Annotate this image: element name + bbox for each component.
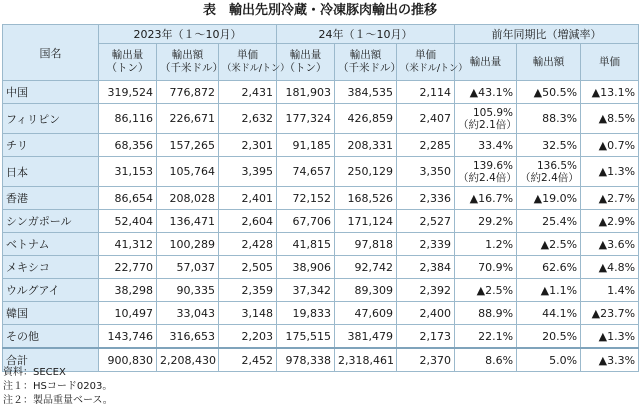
value-cell-a23: 105,764 bbox=[157, 157, 219, 187]
country-cell: メキシコ bbox=[3, 256, 99, 279]
value-cell-yp: ▲0.7% bbox=[581, 134, 639, 157]
value-cell-q24: 978,338 bbox=[277, 348, 335, 372]
value-cell-p23: 2,401 bbox=[219, 187, 277, 210]
table-row bbox=[3, 256, 639, 279]
value-cell-yq: 70.9% bbox=[455, 256, 517, 279]
value-cell-a23: 776,872 bbox=[157, 81, 219, 104]
value-cell-p24: 2,336 bbox=[397, 187, 455, 210]
header-yoy-price: 単価 bbox=[581, 44, 639, 81]
value-cell-p24: 2,339 bbox=[397, 233, 455, 256]
value-cell-p24: 2,173 bbox=[397, 325, 455, 349]
value-cell-p24: 2,370 bbox=[397, 348, 455, 372]
value-cell-yq: 8.6% bbox=[455, 348, 517, 372]
country-cell: 香港 bbox=[3, 187, 99, 210]
value-cell-ya: 136.5% （約2.4倍） bbox=[517, 157, 581, 187]
value-cell-yq: 22.1% bbox=[455, 325, 517, 349]
value-cell-a24: 97,818 bbox=[335, 233, 397, 256]
header-group-2023: 2023年（１～10月） bbox=[99, 25, 277, 44]
value-cell-a23: 57,037 bbox=[157, 256, 219, 279]
value-cell-a24: 381,479 bbox=[335, 325, 397, 349]
value-cell-p23: 2,452 bbox=[219, 348, 277, 372]
value-cell-yp: ▲4.8% bbox=[581, 256, 639, 279]
value-cell-yq: ▲43.1% bbox=[455, 81, 517, 104]
value-cell-ya: 44.1% bbox=[517, 302, 581, 325]
value-cell-yq: 33.4% bbox=[455, 134, 517, 157]
value-cell-yp: ▲13.1% bbox=[581, 81, 639, 104]
value-cell-q23: 68,356 bbox=[99, 134, 157, 157]
table-row bbox=[3, 279, 639, 302]
value-cell-yp: ▲2.7% bbox=[581, 187, 639, 210]
header-group-yoy: 前年同期比（増減率） bbox=[455, 25, 639, 44]
country-cell: シンガポール bbox=[3, 210, 99, 233]
value-cell-a24: 171,124 bbox=[335, 210, 397, 233]
country-cell: 合計 bbox=[3, 348, 99, 372]
table-row bbox=[3, 325, 639, 349]
value-cell-ya: 88.3% bbox=[517, 104, 581, 134]
value-cell-q23: 10,497 bbox=[99, 302, 157, 325]
table-row bbox=[3, 81, 639, 104]
country-cell: その他 bbox=[3, 325, 99, 349]
value-cell-ya: ▲1.1% bbox=[517, 279, 581, 302]
value-cell-a23: 316,653 bbox=[157, 325, 219, 349]
value-cell-a23: 226,671 bbox=[157, 104, 219, 134]
table-row bbox=[3, 233, 639, 256]
value-cell-q23: 22,770 bbox=[99, 256, 157, 279]
value-cell-p24: 2,285 bbox=[397, 134, 455, 157]
header-price-2023: 単価 （米ドル/トン） bbox=[219, 44, 277, 81]
country-cell: 中国 bbox=[3, 81, 99, 104]
country-cell: 韓国 bbox=[3, 302, 99, 325]
value-cell-ya: 25.4% bbox=[517, 210, 581, 233]
value-cell-p23: 2,428 bbox=[219, 233, 277, 256]
value-cell-q24: 175,515 bbox=[277, 325, 335, 349]
value-cell-a24: 47,609 bbox=[335, 302, 397, 325]
value-cell-p23: 2,203 bbox=[219, 325, 277, 349]
value-cell-ya: 5.0% bbox=[517, 348, 581, 372]
note-2: 注２：製品重量ベース。 bbox=[3, 395, 113, 406]
value-cell-q23: 38,298 bbox=[99, 279, 157, 302]
value-cell-q24: 38,906 bbox=[277, 256, 335, 279]
value-cell-q23: 900,830 bbox=[99, 348, 157, 372]
note-1: 注１：HSコード0203。 bbox=[3, 381, 113, 392]
value-cell-a24: 168,526 bbox=[335, 187, 397, 210]
value-cell-yq: 105.9% （約2.1倍） bbox=[455, 104, 517, 134]
value-cell-p24: 3,350 bbox=[397, 157, 455, 187]
value-cell-a24: 426,859 bbox=[335, 104, 397, 134]
value-cell-yq: 29.2% bbox=[455, 210, 517, 233]
value-cell-ya: 32.5% bbox=[517, 134, 581, 157]
value-cell-q24: 41,815 bbox=[277, 233, 335, 256]
value-cell-p24: 2,384 bbox=[397, 256, 455, 279]
value-cell-yp: ▲3.3% bbox=[581, 348, 639, 372]
value-cell-p23: 2,431 bbox=[219, 81, 277, 104]
value-cell-p23: 2,359 bbox=[219, 279, 277, 302]
value-cell-p23: 2,301 bbox=[219, 134, 277, 157]
value-cell-q24: 74,657 bbox=[277, 157, 335, 187]
header-qty-2023: 輸出量 （トン） bbox=[99, 44, 157, 81]
value-cell-q23: 86,654 bbox=[99, 187, 157, 210]
header-yoy-amt: 輸出額 bbox=[517, 44, 581, 81]
table-row bbox=[3, 157, 639, 187]
header-yoy-qty: 輸出量 bbox=[455, 44, 517, 81]
value-cell-p23: 3,148 bbox=[219, 302, 277, 325]
value-cell-a24: 384,535 bbox=[335, 81, 397, 104]
header-qty-24: 輸出量 （トン） bbox=[277, 44, 335, 81]
value-cell-p23: 2,604 bbox=[219, 210, 277, 233]
table-title: 表 輸出先別冷蔵・冷凍豚肉輸出の推移 bbox=[202, 3, 437, 18]
country-cell: チリ bbox=[3, 134, 99, 157]
table-row bbox=[3, 302, 639, 325]
value-cell-a24: 89,309 bbox=[335, 279, 397, 302]
pork-export-table bbox=[2, 24, 639, 372]
value-cell-q24: 72,152 bbox=[277, 187, 335, 210]
value-cell-a24: 250,129 bbox=[335, 157, 397, 187]
value-cell-q24: 91,185 bbox=[277, 134, 335, 157]
value-cell-a23: 2,208,430 bbox=[157, 348, 219, 372]
value-cell-q24: 181,903 bbox=[277, 81, 335, 104]
value-cell-ya: 20.5% bbox=[517, 325, 581, 349]
value-cell-q23: 31,153 bbox=[99, 157, 157, 187]
value-cell-yp: ▲1.3% bbox=[581, 325, 639, 349]
value-cell-a23: 100,289 bbox=[157, 233, 219, 256]
table-body bbox=[3, 81, 639, 372]
value-cell-yq: 139.6% （約2.4倍） bbox=[455, 157, 517, 187]
value-cell-ya: ▲2.5% bbox=[517, 233, 581, 256]
value-cell-a23: 208,028 bbox=[157, 187, 219, 210]
value-cell-p24: 2,392 bbox=[397, 279, 455, 302]
value-cell-ya: ▲19.0% bbox=[517, 187, 581, 210]
header-price-24: 単価 （米ドル/トン） bbox=[397, 44, 455, 81]
value-cell-yp: ▲2.9% bbox=[581, 210, 639, 233]
value-cell-yp: 1.4% bbox=[581, 279, 639, 302]
value-cell-q24: 19,833 bbox=[277, 302, 335, 325]
value-cell-q23: 86,116 bbox=[99, 104, 157, 134]
value-cell-yp: ▲1.3% bbox=[581, 157, 639, 187]
header-amt-24: 輸出額 （千米ドル） bbox=[335, 44, 397, 81]
value-cell-a23: 157,265 bbox=[157, 134, 219, 157]
value-cell-a24: 208,331 bbox=[335, 134, 397, 157]
country-cell: フィリピン bbox=[3, 104, 99, 134]
value-cell-yq: 1.2% bbox=[455, 233, 517, 256]
value-cell-q24: 177,324 bbox=[277, 104, 335, 134]
notes bbox=[3, 366, 113, 408]
value-cell-p24: 2,527 bbox=[397, 210, 455, 233]
value-cell-p24: 2,407 bbox=[397, 104, 455, 134]
value-cell-yp: ▲3.6% bbox=[581, 233, 639, 256]
value-cell-p24: 2,114 bbox=[397, 81, 455, 104]
country-cell: ウルグアイ bbox=[3, 279, 99, 302]
value-cell-p23: 2,505 bbox=[219, 256, 277, 279]
value-cell-q23: 143,746 bbox=[99, 325, 157, 349]
table-row bbox=[3, 104, 639, 134]
value-cell-a24: 2,318,461 bbox=[335, 348, 397, 372]
value-cell-p23: 3,395 bbox=[219, 157, 277, 187]
value-cell-q23: 41,312 bbox=[99, 233, 157, 256]
value-cell-q24: 37,342 bbox=[277, 279, 335, 302]
table-row bbox=[3, 210, 639, 233]
value-cell-yp: ▲8.5% bbox=[581, 104, 639, 134]
value-cell-q23: 52,404 bbox=[99, 210, 157, 233]
header-country: 国名 bbox=[3, 25, 99, 81]
table-row bbox=[3, 134, 639, 157]
country-cell: ベトナム bbox=[3, 233, 99, 256]
value-cell-q24: 67,706 bbox=[277, 210, 335, 233]
note-source: 資料：SECEX bbox=[3, 367, 66, 378]
value-cell-ya: 62.6% bbox=[517, 256, 581, 279]
value-cell-ya: ▲50.5% bbox=[517, 81, 581, 104]
value-cell-yq: 88.9% bbox=[455, 302, 517, 325]
value-cell-a23: 90,335 bbox=[157, 279, 219, 302]
value-cell-yq: ▲16.7% bbox=[455, 187, 517, 210]
header-group-24: 24年（１～10月） bbox=[277, 25, 455, 44]
value-cell-p24: 2,400 bbox=[397, 302, 455, 325]
value-cell-a24: 92,742 bbox=[335, 256, 397, 279]
value-cell-p23: 2,632 bbox=[219, 104, 277, 134]
value-cell-yp: ▲23.7% bbox=[581, 302, 639, 325]
header-amt-2023: 輸出額 （千米ドル） bbox=[157, 44, 219, 81]
value-cell-a23: 33,043 bbox=[157, 302, 219, 325]
country-cell: 日本 bbox=[3, 157, 99, 187]
value-cell-q23: 319,524 bbox=[99, 81, 157, 104]
table-row bbox=[3, 187, 639, 210]
value-cell-yq: ▲2.5% bbox=[455, 279, 517, 302]
value-cell-a23: 136,471 bbox=[157, 210, 219, 233]
